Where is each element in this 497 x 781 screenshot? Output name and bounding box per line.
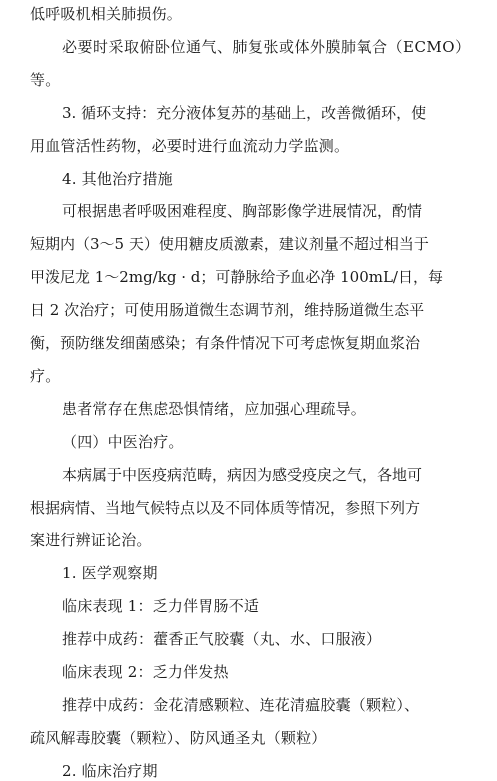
text-line-16: 根据病情、当地气候特点以及不同体质等情况，参照下列方 [30,499,421,517]
text-line-6: 4. 其他治疗措施 [62,170,173,188]
text-line-8: 短期内（3～5 天）使用糖皮质激素，建议剂量不超过相当于 [30,235,429,253]
text-line-13: 患者常存在焦虑恐惧情绪，应加强心理疏导。 [62,400,367,418]
subheading-observation: 1. 医学观察期 [62,564,158,582]
text-line-12: 疗。 [30,367,61,385]
section-heading-tcm: （四）中医治疗。 [62,433,184,451]
text-line-2-content: 必要时采取俯卧位通气、肺复张或体外膜肺氧合（ECMO） [62,38,471,56]
text-line-1: 低呼吸机相关肺损伤。 [30,5,183,23]
text-line-21: 临床表现 2：乏力伴发热 [62,663,229,681]
text-line-17: 案进行辨证论治。 [30,531,152,549]
text-line-9: 甲泼尼龙 1～2mg/kg · d；可静脉给予血必净 100mL/日，每 [30,268,443,286]
text-line-10: 日 2 次治疗；可使用肠道微生态调节剂，维持肠道微生态平 [30,301,425,319]
text-line-3: 等。 [30,71,61,89]
text-line-23: 疏风解毒胶囊（颗粒）、防风通圣丸（颗粒） [30,729,327,747]
text-line-20: 推荐中成药：藿香正气胶囊（丸、水、口服液） [62,630,382,648]
text-line-22: 推荐中成药：金花清感颗粒、连花清瘟胶囊（颗粒）、 [62,696,420,714]
text-line-5: 用血管活性药物，必要时进行血流动力学监测。 [30,137,350,155]
text-line-7: 可根据患者呼吸困难程度、胸部影像学进展情况，酌情 [62,202,423,220]
text-line-2 [62,37,470,57]
text-line-15: 本病属于中医疫病范畴，病因为感受疫戾之气，各地可 [62,466,423,484]
text-line-4: 3. 循环支持：充分液体复苏的基础上，改善微循环，使 [62,104,427,122]
text-line-19: 临床表现 1：乏力伴胃肠不适 [62,597,260,615]
text-line-11: 衡，预防继发细菌感染；有条件情况下可考虑恢复期血浆治 [30,334,421,352]
subheading-clinical-treatment: 2. 临床治疗期 [62,762,158,780]
